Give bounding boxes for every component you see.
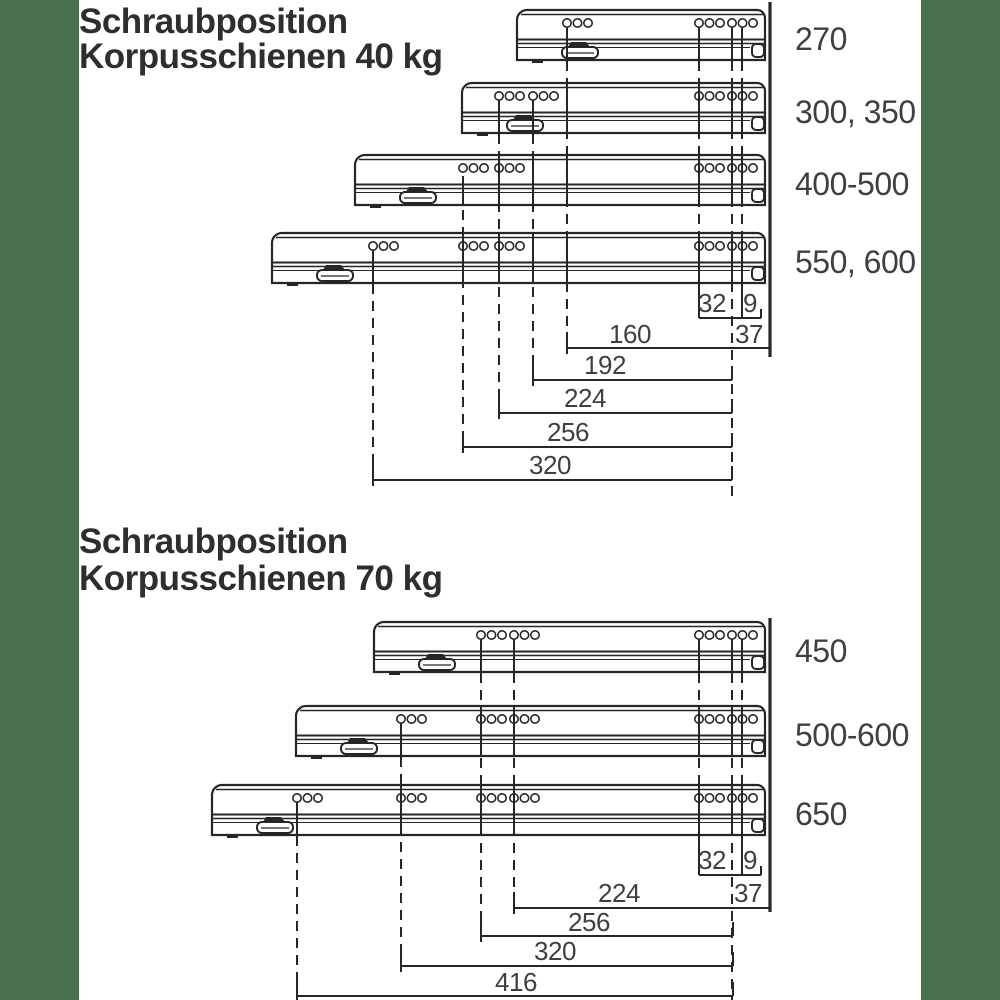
rear-hook-icon (752, 117, 764, 130)
screw-hole-group (695, 19, 724, 27)
rear-hook-icon (752, 189, 764, 202)
screw-hole-icon (705, 242, 713, 250)
screw-hole-icon (749, 92, 757, 100)
screw-hole-icon (516, 164, 524, 172)
screw-hole-group (477, 631, 506, 639)
screw-hole-icon (487, 794, 495, 802)
screw-hole-icon (510, 631, 518, 639)
screw-hole-icon (529, 92, 537, 100)
dimension-label: 37 (735, 319, 763, 349)
cabinet-rail-drawing (272, 233, 765, 285)
dimension-label: 9 (743, 288, 757, 318)
screw-hole-icon (749, 794, 757, 802)
left-green-band (0, 0, 79, 1000)
screw-hole-icon (516, 92, 524, 100)
section-title: Schraubposition (79, 2, 348, 41)
screw-hole-group (293, 794, 322, 802)
screw-hole-icon (728, 19, 736, 27)
screw-hole-icon (390, 242, 398, 250)
cabinet-rail-drawing (517, 10, 765, 62)
screw-hole-icon (498, 794, 506, 802)
cabinet-rail-drawing (355, 155, 765, 207)
rear-hook-icon (752, 656, 764, 669)
screw-hole-icon (749, 19, 757, 27)
screw-hole-icon (563, 19, 571, 27)
rail-length-label: 500-600 (795, 717, 909, 753)
screw-hole-icon (738, 19, 746, 27)
screw-hole-icon (531, 715, 539, 723)
screw-hole-icon (516, 242, 524, 250)
cabinet-rail-drawing (374, 622, 765, 674)
right-green-band (921, 0, 1000, 1000)
rear-hook-icon (752, 267, 764, 280)
screw-hole-icon (573, 19, 581, 27)
screw-hole-icon (749, 242, 757, 250)
dimension-label: 192 (584, 350, 626, 380)
dimension-label: 320 (534, 936, 576, 966)
dimension-label: 224 (564, 383, 606, 413)
screw-hole-icon (480, 164, 488, 172)
cabinet-rail-drawing (462, 83, 765, 135)
screw-hole-icon (695, 19, 703, 27)
screw-hole-icon (705, 794, 713, 802)
screw-hole-icon (716, 242, 724, 250)
screw-hole-icon (469, 164, 477, 172)
screw-hole-icon (539, 92, 547, 100)
rail-length-label: 270 (795, 21, 847, 57)
dimension-label: 37 (734, 878, 762, 908)
screw-hole-icon (749, 631, 757, 639)
screw-hole-icon (469, 242, 477, 250)
screw-hole-icon (584, 19, 592, 27)
screw-hole-icon (505, 242, 513, 250)
section-title: Schraubposition (79, 522, 348, 561)
screw-hole-icon (314, 794, 322, 802)
screw-hole-icon (459, 164, 467, 172)
screw-hole-icon (520, 794, 528, 802)
screw-hole-icon (705, 164, 713, 172)
section-subtitle: Korpusschienen 70 kg (79, 559, 443, 598)
section-subtitle: Korpusschienen 40 kg (79, 37, 443, 76)
screw-hole-icon (480, 242, 488, 250)
screw-hole-icon (749, 164, 757, 172)
screw-hole-icon (728, 631, 736, 639)
screw-hole-icon (716, 715, 724, 723)
screw-hole-group (397, 715, 426, 723)
screw-hole-icon (520, 715, 528, 723)
cabinet-rail-drawing (296, 706, 765, 758)
screw-hole-icon (369, 242, 377, 250)
screw-hole-icon (716, 164, 724, 172)
screw-hole-group (459, 164, 488, 172)
rail-length-label: 400-500 (795, 166, 909, 202)
screw-hole-icon (705, 19, 713, 27)
dimension-label: 320 (529, 450, 571, 480)
screw-hole-group (728, 631, 757, 639)
screw-hole-icon (550, 92, 558, 100)
screw-hole-icon (738, 631, 746, 639)
screw-hole-icon (505, 92, 513, 100)
screw-hole-icon (716, 631, 724, 639)
screw-hole-group (563, 19, 592, 27)
screw-hole-group (369, 242, 398, 250)
screw-hole-icon (407, 794, 415, 802)
screw-hole-icon (379, 242, 387, 250)
screw-hole-icon (418, 794, 426, 802)
dimension-label: 224 (598, 878, 640, 908)
dimension-label: 32 (698, 845, 726, 875)
screw-hole-icon (716, 794, 724, 802)
rail-outline (212, 785, 765, 835)
dimension-label: 416 (495, 967, 537, 997)
screw-hole-icon (520, 631, 528, 639)
screw-hole-icon (695, 631, 703, 639)
rail-length-label: 550, 600 (795, 244, 916, 280)
rail-length-label: 300, 350 (795, 94, 916, 130)
screw-hole-group (695, 631, 724, 639)
screw-hole-icon (705, 631, 713, 639)
screw-hole-icon (705, 92, 713, 100)
screw-hole-icon (505, 164, 513, 172)
rail-length-label: 450 (795, 633, 847, 669)
screw-hole-icon (397, 715, 405, 723)
screw-hole-icon (705, 715, 713, 723)
screw-hole-group (495, 92, 524, 100)
screw-hole-icon (716, 92, 724, 100)
rear-hook-icon (752, 740, 764, 753)
dimension-label: 256 (568, 907, 610, 937)
dimension-label: 32 (698, 288, 726, 318)
rear-hook-icon (752, 44, 764, 57)
screw-hole-icon (531, 631, 539, 639)
screw-hole-icon (487, 715, 495, 723)
screw-hole-icon (749, 715, 757, 723)
screw-hole-icon (293, 794, 301, 802)
rail-outline (517, 10, 765, 60)
screw-hole-icon (487, 631, 495, 639)
screw-hole-icon (498, 715, 506, 723)
screw-hole-group (510, 631, 539, 639)
screw-hole-group (529, 92, 558, 100)
screw-hole-icon (477, 631, 485, 639)
screw-hole-group (728, 19, 757, 27)
screw-hole-icon (495, 92, 503, 100)
screw-hole-icon (716, 19, 724, 27)
dimension-label: 9 (743, 845, 757, 875)
rear-hook-icon (752, 819, 764, 832)
cabinet-rail-drawing (212, 785, 765, 837)
rail-length-label: 650 (795, 796, 847, 832)
screw-hole-icon (418, 715, 426, 723)
dimension-label: 160 (609, 319, 651, 349)
screw-hole-icon (303, 794, 311, 802)
screw-hole-icon (531, 794, 539, 802)
dimension-label: 256 (547, 417, 589, 447)
screw-hole-icon (498, 631, 506, 639)
screw-hole-icon (407, 715, 415, 723)
